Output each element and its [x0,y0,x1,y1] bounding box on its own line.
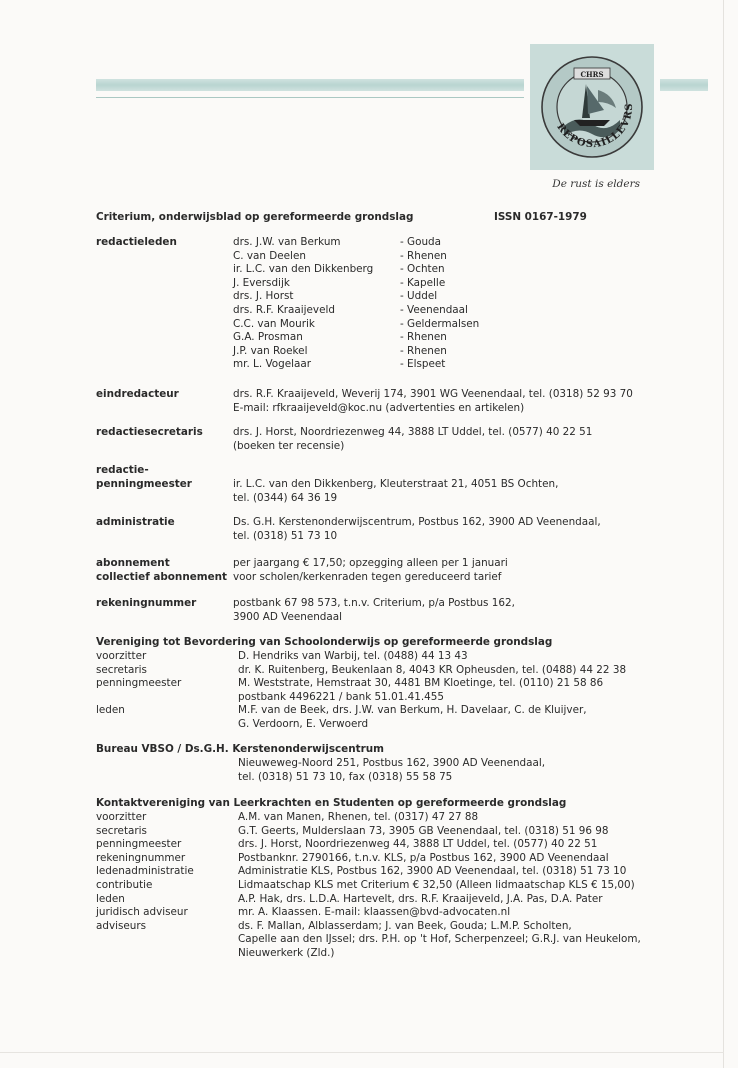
row-label: leden [96,892,125,905]
seal-logo-icon [530,44,654,170]
info-line: Ds. G.H. Kerstenonderwijscentrum, Postbus 162, 3900 AD Veenendaal, [233,516,601,528]
row-value: G. Verdoorn, E. Verwoerd [238,717,369,730]
row-label: penningmeester [96,838,182,851]
kls-labels [96,811,194,933]
label-eindredacteur: eindredacteur [96,388,179,400]
member-place: - Rhenen [400,249,447,262]
row-value: dr. K. Ruitenberg, Beukenlaan 8, 4043 KR Opheusden, tel. (0488) 44 22 38 [238,663,627,676]
row-value: drs. J. Horst, Noordriezenweg 44, 3888 LT Uddel, tel. (0577) 40 22 51 [238,838,598,851]
bureau-title: Bureau VBSO / Ds.G.H. Kerstenonderwijscentrum [96,743,384,755]
member-name: G.A. Prosman [233,331,303,344]
administratie-info [233,516,601,543]
kls-values [238,811,641,961]
row-value: Postbanknr. 2790166, t.n.v. KLS, p/a Postbus 162, 3900 AD Veenendaal [238,851,609,864]
row-label: contributie [96,878,153,891]
info-line: drs. J. Horst, Noordriezenweg 44, 3888 LT Uddel, tel. (0577) 40 22 51 [233,426,593,438]
info-line: E-mail: rfkraaijeveld@koc.nu (advertenties en artikelen) [233,401,525,414]
info-line: voor scholen/kerkenraden tegen gereduceerd tarief [233,570,502,583]
info-line: postbank 67 98 573, t.n.v. Criterium, p/a Postbus 162, [233,597,515,609]
logo-ring-text: REPOSAILLEVRS [554,102,636,151]
row-value: Nieuwerkerk (Zld.) [238,946,335,959]
redactiesecretaris-info [233,426,592,453]
row-label: ledenadministratie [96,865,194,878]
label-administratie: administratie [96,516,175,528]
row-label: juridisch adviseur [96,906,188,919]
row-value: A.P. Hak, drs. L.D.A. Hartevelt, drs. R.F. Kraaijeveld, J.A. Pas, D.A. Pater [238,892,603,905]
vbso-labels [96,650,181,718]
member-name: J. Eversdijk [233,276,290,289]
row-value: M. Weststrate, Hemstraat 30, 4481 BM Kloetinge, tel. (0110) 21 58 86 [238,677,604,690]
row-label: voorzitter [96,811,147,823]
info-line: tel. (0318) 51 73 10, fax (0318) 55 58 75 [238,770,453,783]
member-place: - Rhenen [400,331,447,344]
eindredacteur-info [233,388,633,415]
info-line: 3900 AD Veenendaal [233,610,343,623]
header-band-right [660,79,708,91]
issn: ISSN 0167-1979 [494,211,587,223]
bureau-info [238,757,545,784]
rekeningnummer-info [233,597,515,624]
row-value: Capelle aan den IJssel; drs. P.H. op 't Hof, Scherpenzeel; G.R.J. van Heukelom, [238,933,641,946]
redactieleden-places [400,236,479,372]
member-name: C. van Deelen [233,249,306,262]
vbso-values [238,650,626,732]
info-line: tel. (0318) 51 73 10 [233,529,338,542]
label-redactiesecretaris: redactiesecretaris [96,426,203,438]
member-place: - Veenendaal [400,303,468,316]
member-name: ir. L.C. van den Dikkenberg [233,263,374,276]
row-label: penningmeester [96,677,182,690]
member-place: - Rhenen [400,344,447,357]
header-rule [96,97,524,98]
label-abonnement [96,557,227,584]
info-line: per jaargang € 17,50; opzegging alleen per 1 januari [233,557,508,569]
label-redactie-penningmeester [96,464,192,491]
label-line: collectief abonnement [96,570,228,583]
penningmeester-info [233,478,558,505]
row-value: M.F. van de Beek, drs. J.W. van Berkum, H. Davelaar, C. de Kluijver, [238,704,587,717]
logo-top-text: CHRS [580,70,604,79]
row-label: adviseurs [96,919,147,932]
member-place: - Elspeet [400,358,446,371]
label-line: redactie- [96,464,149,476]
header-band-left [96,79,524,91]
row-label: leden [96,704,125,717]
member-place: - Uddel [400,290,438,303]
row-label: secretaris [96,824,147,837]
info-line: drs. R.F. Kraaijeveld, Weverij 174, 3901 WG Veenendaal, tel. (0318) 52 93 70 [233,388,633,400]
info-line: Nieuweweg-Noord 251, Postbus 162, 3900 AD Veenendaal, [238,757,546,769]
bottom-rule [0,1052,724,1053]
page-edge [723,0,724,1068]
row-value: Administratie KLS, Postbus 162, 3900 AD Veenendaal, tel. (0318) 51 73 10 [238,865,627,878]
row-label: voorzitter [96,650,147,662]
member-name: drs. R.F. Kraaijeveld [233,303,335,316]
kls-title: Kontaktvereniging van Leerkrachten en Studenten op gereformeerde grondslag [96,797,567,809]
row-label: rekeningnummer [96,851,186,864]
row-value: G.T. Geerts, Mulderslaan 73, 3905 GB Veenendaal, tel. (0318) 51 96 98 [238,824,609,837]
label-redactieleden: redactieleden [96,236,177,248]
info-line: (boeken ter recensie) [233,439,345,452]
info-line: ir. L.C. van den Dikkenberg, Kleuterstraat 21, 4051 BS Ochten, [233,478,559,490]
member-name: drs. J. Horst [233,290,294,303]
row-label [96,691,181,705]
masthead-title: Criterium, onderwijsblad op gereformeerde grondslag [96,211,414,223]
member-name: drs. J.W. van Berkum [233,236,341,248]
row-label: secretaris [96,663,147,676]
abonnement-info [233,557,508,584]
seal-logo [530,44,654,170]
redactieleden-list [233,236,373,372]
label-rekeningnummer: rekeningnummer [96,597,197,609]
member-name: mr. L. Vogelaar [233,358,311,371]
info-line: tel. (0344) 64 36 19 [233,491,338,504]
label-line: abonnement [96,557,170,569]
member-name: J.P. van Roekel [233,344,308,357]
member-place: - Geldermalsen [400,317,480,330]
row-value: mr. A. Klaassen. E-mail: klaassen@bvd-advocaten.nl [238,906,511,919]
member-name: C.C. van Mourik [233,317,315,330]
member-place: - Ochten [400,263,445,276]
vbso-title: Vereniging tot Bevordering van Schoolonderwijs op gereformeerde grondslag [96,636,553,648]
member-place: - Kapelle [400,276,446,289]
row-value: postbank 4496221 / bank 51.01.41.455 [238,690,444,703]
label-line: penningmeester [96,477,192,490]
member-place: - Gouda [400,236,442,248]
row-value: Lidmaatschap KLS met Criterium € 32,50 (Alleen lidmaatschap KLS € 15,00) [238,878,635,891]
row-value: A.M. van Manen, Rhenen, tel. (0317) 47 27 88 [238,811,479,823]
tagline: De rust is elders [552,178,640,190]
row-value: ds. F. Mallan, Alblasserdam; J. van Beek, Gouda; L.M.P. Scholten, [238,919,572,932]
row-value: D. Hendriks van Warbij, tel. (0488) 44 13 43 [238,650,468,662]
